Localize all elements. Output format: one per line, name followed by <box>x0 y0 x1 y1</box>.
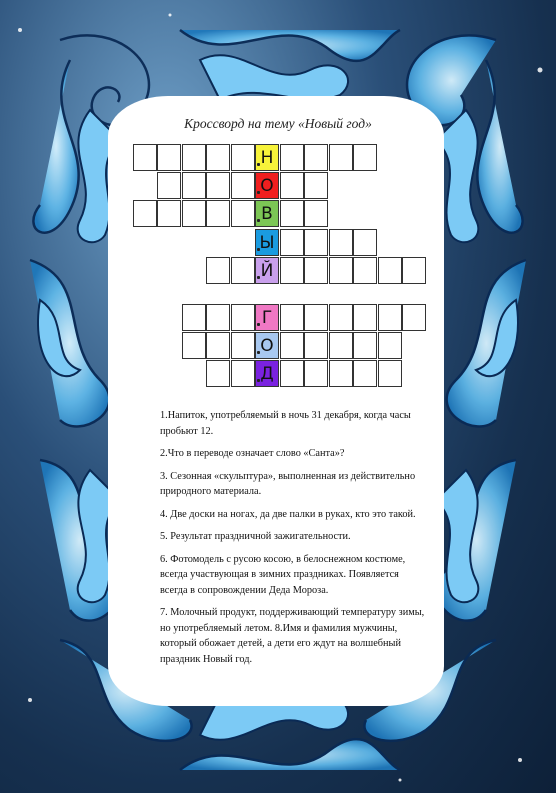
crossword-cell[interactable] <box>206 172 230 199</box>
crossword-cell[interactable] <box>206 304 230 331</box>
crossword-cell[interactable] <box>280 144 304 171</box>
crossword-cell[interactable] <box>133 200 157 227</box>
clue-number-marker <box>257 248 260 251</box>
crossword-cell[interactable] <box>304 200 328 227</box>
clue-item: 1.Напиток, употребляемый в ночь 31 декабря, когда часы пробьют 12. <box>160 410 411 437</box>
crossword-cell[interactable] <box>378 360 402 387</box>
crossword-cell[interactable] <box>329 229 353 256</box>
crossword-cell[interactable] <box>182 304 206 331</box>
crossword-cell[interactable] <box>280 304 304 331</box>
crossword-key-cell[interactable] <box>255 304 279 331</box>
crossword-cell[interactable] <box>231 360 255 387</box>
crossword-key-cell[interactable] <box>255 172 279 199</box>
keyword-letter: О <box>260 335 274 356</box>
keyword-letter: Й <box>260 260 274 281</box>
keyword-letter: Д <box>260 363 274 384</box>
crossword-cell[interactable] <box>304 257 328 284</box>
crossword-cell[interactable] <box>304 172 328 199</box>
crossword-cell[interactable] <box>157 200 181 227</box>
clue-number-marker <box>257 323 260 326</box>
clue-item: 7. Молочный продукт, поддерживающий температуру зимы, но употребляемый летом. 8.Имя и фамилия мужчины, который обожает детей, а дети его ждут на волшебный праздник Новый год. <box>160 607 425 665</box>
crossword-cell[interactable] <box>182 200 206 227</box>
crossword-key-cell[interactable] <box>255 229 279 256</box>
crossword-key-cell[interactable] <box>255 144 279 171</box>
crossword-cell[interactable] <box>231 304 255 331</box>
keyword-letter: Г <box>261 307 273 328</box>
crossword-cell[interactable] <box>353 360 377 387</box>
crossword-cell[interactable] <box>353 144 377 171</box>
clue-number-marker <box>257 351 260 354</box>
clue-number-marker <box>257 163 260 166</box>
crossword-key-cell[interactable] <box>255 257 279 284</box>
crossword-cell[interactable] <box>231 172 255 199</box>
keyword-letter: О <box>260 175 274 196</box>
crossword-cell[interactable] <box>304 304 328 331</box>
crossword-cell[interactable] <box>378 257 402 284</box>
clue-item: 6. Фотомодель с русою косою, в белоснежном костюме, всегда участвующая в зимних праздниках. Появляется всегда в сопровождении Деда Мороза. <box>160 553 406 596</box>
crossword-cell[interactable] <box>206 144 230 171</box>
crossword-cell[interactable] <box>329 360 353 387</box>
crossword-cell[interactable] <box>329 257 353 284</box>
crossword-cell[interactable] <box>157 144 181 171</box>
crossword-cell[interactable] <box>353 257 377 284</box>
crossword-cell[interactable] <box>206 360 230 387</box>
clue-item: 5. Результат праздничной зажигательности. <box>160 531 351 542</box>
crossword-cell[interactable] <box>231 332 255 359</box>
crossword-cell[interactable] <box>304 332 328 359</box>
keyword-letter: Ы <box>259 232 275 253</box>
clues-list <box>160 408 428 674</box>
page-title: Кроссворд на тему «Новый год» <box>184 116 372 131</box>
crossword-cell[interactable] <box>206 257 230 284</box>
crossword-key-cell[interactable] <box>255 360 279 387</box>
crossword-cell[interactable] <box>353 304 377 331</box>
crossword-cell[interactable] <box>206 200 230 227</box>
clue-number-marker <box>257 379 260 382</box>
clue-item: 2.Что в переводе означает слово «Санта»? <box>160 448 345 459</box>
crossword-cell[interactable] <box>304 144 328 171</box>
crossword-cell[interactable] <box>280 360 304 387</box>
crossword-cell[interactable] <box>231 144 255 171</box>
crossword-cell[interactable] <box>206 332 230 359</box>
crossword-cell[interactable] <box>182 144 206 171</box>
crossword-cell[interactable] <box>280 200 304 227</box>
crossword-cell[interactable] <box>182 172 206 199</box>
crossword-cell[interactable] <box>280 172 304 199</box>
clue-number-marker <box>257 219 260 222</box>
crossword-cell[interactable] <box>133 144 157 171</box>
crossword-cell[interactable] <box>304 229 328 256</box>
crossword-key-cell[interactable] <box>255 332 279 359</box>
clue-item: 3. Сезонная «скульптура», выполненная из действительно природного материала. <box>160 470 416 497</box>
crossword-cell[interactable] <box>231 200 255 227</box>
crossword-cell[interactable] <box>353 332 377 359</box>
keyword-letter: В <box>261 203 273 224</box>
crossword-cell[interactable] <box>329 144 353 171</box>
crossword-cell[interactable] <box>157 172 181 199</box>
crossword-cell[interactable] <box>378 304 402 331</box>
crossword-cell[interactable] <box>182 332 206 359</box>
crossword-cell[interactable] <box>280 332 304 359</box>
clue-number-marker <box>257 191 260 194</box>
crossword-cell[interactable] <box>353 229 377 256</box>
crossword-cell[interactable] <box>402 257 426 284</box>
clue-number-marker <box>257 276 260 279</box>
clue-item: 4. Две доски на ногах, да две палки в руках, кто это такой. <box>160 508 416 520</box>
crossword-cell[interactable] <box>378 332 402 359</box>
crossword-cell[interactable] <box>329 304 353 331</box>
crossword-key-cell[interactable] <box>255 200 279 227</box>
crossword-cell[interactable] <box>231 257 255 284</box>
keyword-letter: Н <box>260 147 274 168</box>
crossword-cell[interactable] <box>280 257 304 284</box>
crossword-cell[interactable] <box>402 304 426 331</box>
crossword-cell[interactable] <box>329 332 353 359</box>
crossword-cell[interactable] <box>304 360 328 387</box>
crossword-cell[interactable] <box>280 229 304 256</box>
